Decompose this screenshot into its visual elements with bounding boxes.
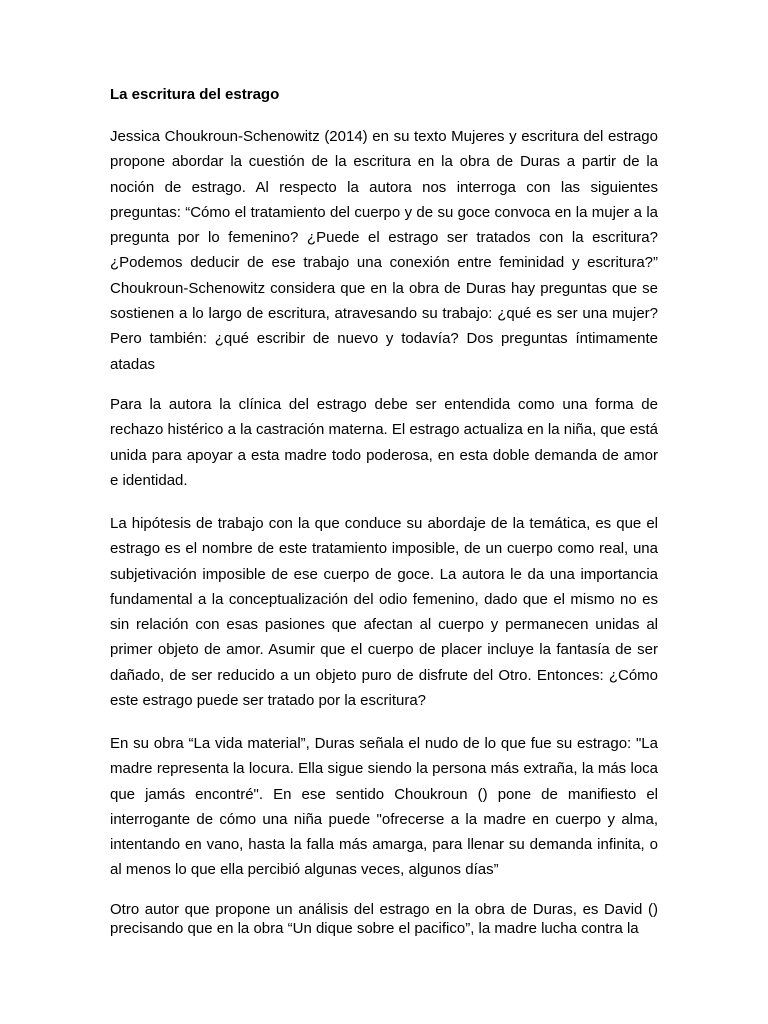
paragraph-5: Otro autor que propone un análisis del estrago en la obra de Duras, es David () precisando que en la obra “Un dique sobre el pacifico”, la madre lucha contra la: [110, 901, 658, 937]
paragraph-2: Para la autora la clínica del estrago debe ser entendida como una forma de rechazo histérico a la castración materna. El estrago actualiza en la niña, que está unida para apoyar a esta madre todo poderosa, en esta doble demanda de amor e identidad.: [110, 396, 658, 489]
paragraph-4: En su obra “La vida material”, Duras señala el nudo de lo que fue su estrago: "La madre representa la locura. Ella sigue siendo la persona más extraña, la más loca que jamás encontré". En ese sentido Choukroun () pone de manifiesto el interrogante de cómo una niña puede "ofrecerse a la madre en cuerpo y alma, intentando en vano, hasta la falla más amarga, para llenar su demanda infinita, o al menos lo que ella percibió algunas veces, algunos días”: [110, 735, 658, 879]
document-title: La escritura del estrago: [110, 86, 280, 103]
paragraph-3: La hipótesis de trabajo con la que conduce su abordaje de la temática, es que el estrago es el nombre de este tratamiento imposible, de un cuerpo como real, una subjetivación imposible de ese cuerpo de goce. La autora le da una importancia fundamental a la conceptualización del odio femenino, dado que el mismo no es sin relación con esas pasiones que afectan al cuerpo y permanecen unidas al primer objeto de amor. Asumir que el cuerpo de placer incluye la fantasía de ser dañado, de ser reducido a un objeto puro de disfrute del Otro. Entonces: ¿Cómo este estrago puede ser tratado por la escritura?: [110, 515, 658, 710]
paragraph-1: Jessica Choukroun-Schenowitz (2014) en su texto Mujeres y escritura del estrago propone abordar la cuestión de la escritura en la obra de Duras a partir de la noción de estrago. Al respecto la autora nos interroga con las siguientes preguntas: “Cómo el tratamiento del cuerpo y de su goce convoca en la mujer a la pregunta por lo femenino? ¿Puede el estrago ser tratados con la escritura? ¿Podemos deducir de ese trabajo una conexión entre feminidad y escritura?” Choukroun-Schenowitz considera que en la obra de Duras hay preguntas que se sostienen a lo largo de escritura, atravesando su trabajo: ¿qué es ser una mujer? Pero también: ¿qué escribir de nuevo y todavía? Dos preguntas íntimamente atadas: [110, 128, 658, 373]
